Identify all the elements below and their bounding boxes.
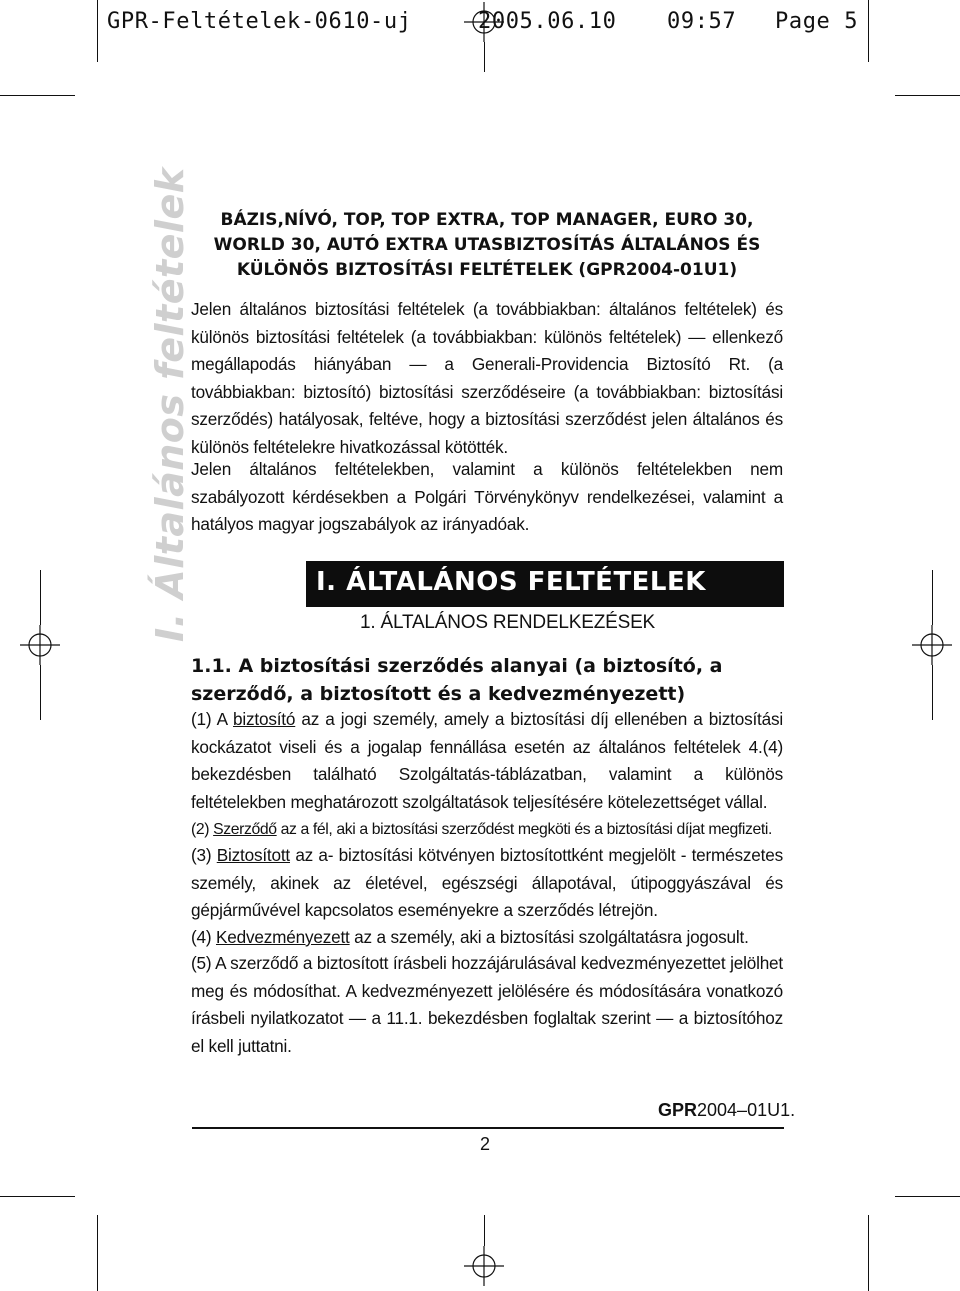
clause-item — [191, 924, 783, 952]
registration-mark-icon — [20, 625, 60, 665]
crop-mark — [868, 0, 869, 62]
intro-paragraph: Jelen általános biztosítási feltételek (a továbbiakban: általános feltételek) és különös biztosítási feltételek (a továbbiakban: különös feltételek) — ellenkező megállapodás hiányában — a Generali-Providencia Biztosító Rt. (a továbbiakban: biztosító) biztosítási szerződéseire (a továbbiakban: biztosítási szerződés) hatályosak, feltéve, hogy a biztosítási szerződést jelen általános és különös feltételekre hivatkozással kötötték. — [191, 299, 783, 457]
clause-title: 1.1. A biztosítási szerződés alanyai (a biztosító, a szerződő, a biztosított és a kedvezményezett) — [191, 655, 723, 705]
crop-mark — [0, 95, 75, 96]
footer-rule — [192, 1127, 784, 1129]
crop-mark — [868, 1215, 869, 1291]
item-term: Biztosított — [216, 845, 290, 865]
document-heading: BÁZIS,NÍVÓ, TOP, TOP EXTRA, TOP MANAGER, EURO 30, WORLD 30, AUTÓ EXTRA UTASBIZTOSÍTÁS ÁLTALÁNOS ÉS KÜLÖNÖS BIZTOSÍTÁSI FELTÉTELEK (GPR2004-01U1) — [213, 210, 761, 280]
item-term: Kedvezményezett — [215, 927, 350, 947]
crop-mark — [484, 42, 485, 72]
clause-item — [191, 842, 783, 925]
item-prefix: (4) — [191, 927, 216, 947]
slug-page: Page 5 — [775, 9, 859, 34]
clause-item — [191, 706, 783, 816]
crop-mark — [932, 570, 933, 625]
crop-mark — [0, 1196, 75, 1197]
item-prefix: (5) A szerződő a biztosított írásbeli hozzájárulásával kedvezményezettet jelölhet meg és módosíthat. A kedvezményezett jelölésére és módosítására vonatkozó írásbeli nyilatkozatot — a 11.1. bekezdésben foglaltak szerint — a biztosítóhoz el kell juttatni. — [191, 953, 783, 1056]
section-title-bar — [306, 561, 784, 607]
item-text: az a fél, aki a biztosítási szerződést megköti és a biztosítási díjat megfizeti. — [276, 821, 772, 838]
footer-code — [658, 1100, 795, 1121]
side-title: I. Általános feltételek — [148, 167, 192, 642]
footer-code-number: 2004–01U1. — [697, 1100, 796, 1120]
item-term: biztosító — [233, 709, 296, 729]
item-text: az a személy, aki a biztosítási szolgáltatásra jogosult. — [349, 927, 749, 947]
clause-item — [191, 950, 783, 1060]
crop-mark — [895, 95, 960, 96]
page-number: 2 — [480, 1134, 491, 1154]
registration-mark-icon — [464, 1246, 504, 1286]
crop-mark — [97, 0, 98, 62]
crop-mark — [40, 665, 41, 720]
item-text: az a- biztosítási kötvényen biztosítottként megjelölt - természetes személy, akinek az életével, egészségi állapotával, útipoggyászával és gépjárművével kapcsolatos eseményekre a szerződés létrejön. — [191, 845, 783, 920]
section-title: I. ÁLTALÁNOS FELTÉTELEK — [316, 567, 706, 597]
item-text: az a jogi személy, amely a biztosítási díj ellenében a biztosítási kockázatot viseli és a jogalap fennállása esetén az általános feltételek 4.(4) bekezdésben található Szolgáltatás-táblázatban, valamint a különös feltételekben meghatározott szolgáltatások teljesítésére kötelezettséget vállal. — [191, 709, 783, 812]
footer-brand: GPR — [658, 1100, 698, 1120]
registration-mark-icon — [464, 2, 504, 42]
crop-mark — [40, 570, 41, 625]
slug-date: 2005.06.10 — [478, 9, 617, 34]
item-prefix: (1) A — [191, 709, 234, 729]
item-prefix: (2) — [191, 821, 214, 838]
item-term: Szerződő — [213, 821, 277, 838]
crop-mark — [895, 1196, 960, 1197]
clause-item — [191, 816, 783, 844]
item-prefix: (3) — [191, 845, 217, 865]
registration-mark-icon — [912, 625, 952, 665]
crop-mark — [932, 665, 933, 720]
intro-paragraph: Jelen általános feltételekben, valamint a különös feltételekben nem szabályozott kérdésekben a Polgári Törvénykönyv rendelkezései, valamint a hatályos magyar jogszabályok az irányadóak. — [191, 459, 783, 534]
slug-time: 09:57 — [667, 9, 737, 34]
crop-mark — [484, 1215, 485, 1246]
subsection-title: 1. ÁLTALÁNOS RENDELKEZÉSEK — [360, 612, 656, 633]
crop-mark — [97, 1215, 98, 1291]
slug-filename: GPR-Feltételek-0610-uj — [107, 9, 412, 34]
